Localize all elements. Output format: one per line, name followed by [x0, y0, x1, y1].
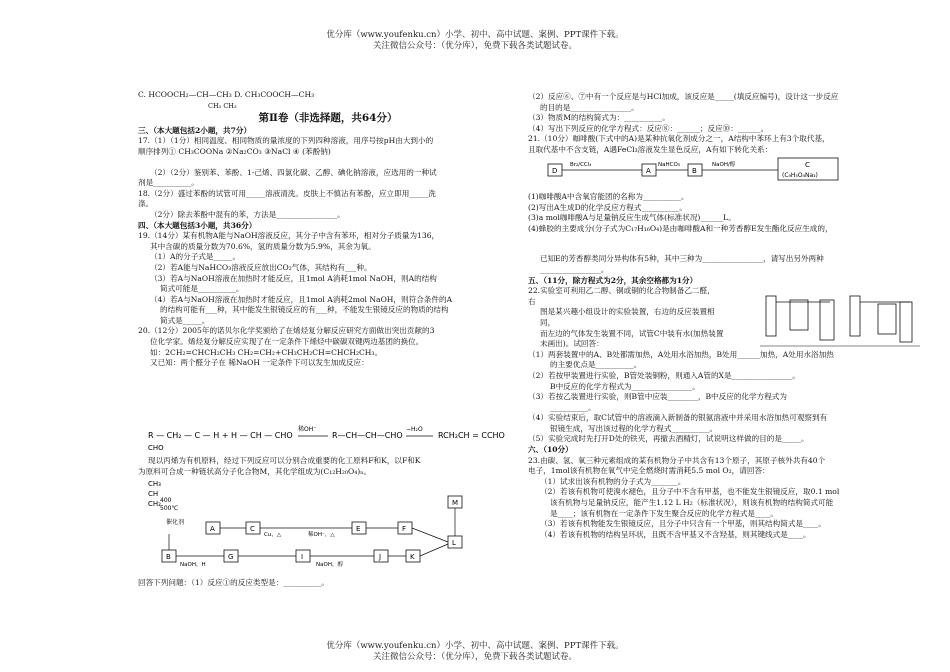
- aldol-equation: [148, 418, 518, 456]
- node-f: F: [402, 525, 407, 533]
- synthesis-flow-svg: [148, 478, 478, 574]
- q22-line-3: 图是某兴趣小组设计的实验装置，右边的反应装置相: [540, 307, 715, 317]
- aldol-reactant: R — CH₂ — C — H + H — CH — CHO: [148, 431, 293, 440]
- section-3: 三、（本大题包括2小题，共7分）: [138, 125, 252, 135]
- q20-line-5: 现以丙烯为有机原料，经过下列反应可以分别合成重要的化工原料F和K，以F和K: [148, 456, 421, 465]
- page-header: [0, 30, 950, 52]
- q22-line-5: 而左边的气体发生装置不同，试管C中装有水(加热装置: [540, 328, 724, 338]
- q21-line-1: 21.（10分）咖啡酸(下式中的A)是某种抗氧化剂成分之一，A结构中苯环上有3个取代基，: [528, 134, 830, 144]
- start-ch3: CH₃: [148, 480, 161, 488]
- options-sub: CH₃ CH₃: [208, 101, 237, 110]
- q22-line-14: 银镜生成，写出该过程的化学方程式__________。: [550, 423, 718, 433]
- q18-line-2: 涤。: [138, 199, 154, 209]
- q21-node-b: B: [692, 167, 697, 175]
- q23-line-3: （1）试求出该有机物的分子式为_______。: [540, 476, 686, 486]
- q19-line-4: （2）若A能与NaHCO₃溶液反应放出CO₂气体，其结构有___种。: [150, 262, 372, 272]
- left-column-3: [138, 578, 518, 589]
- q19-line-7: （4）若A与NaOH溶液在加热时才能反应，且1mol A消耗2mol NaOH，则符合条件的A: [150, 294, 453, 304]
- part-title: 第Ⅱ卷（非选择题，共64分）: [258, 112, 398, 125]
- footer-line-2: 关注微信公众号：（优分库），免费下载各类试题试卷。: [372, 652, 577, 662]
- q23-line-5: 该有机物与足量钠反应，能产生1.12 L H₂（标准状况），则该有机物的结构简式可能: [550, 498, 834, 508]
- catalyst-label: 催化剂: [166, 519, 185, 526]
- q22-line-12: __________。: [550, 402, 596, 412]
- q19-line-8: 的结构可能有___种，其中能发生银镜反应的有___种，不能发生银镜反应的物质的结构: [160, 305, 449, 315]
- left-column-2: [138, 456, 518, 477]
- node-a: A: [210, 525, 215, 533]
- q23-line-1: 23.由碳、氢、氧三种元素组成的某有机物分子中共含有13个原子，其原子核外共有40个: [528, 455, 826, 465]
- arrow-f-l: [412, 528, 448, 542]
- cond-naoh-alc: NaOH，醇: [316, 562, 343, 568]
- q21-line-6: (4)蜂胶的主要成分(分子式为C₁₇H₁₆O₄)是由咖啡酸A和一种芳香醇E发生酯化反应生成的，: [528, 223, 833, 233]
- q18-line-1: 18.（2分）盛过苯酚的试管可用_____溶液清洗。皮肤上不慎沾有苯酚，应立即用_____洗: [138, 188, 436, 198]
- node-row-2: [162, 550, 420, 568]
- aldol-cond-1: 稀OH⁻: [298, 426, 317, 433]
- q21-line-3: (1)咖啡酸A中含氧官能团的名称为__________。: [528, 192, 689, 201]
- q21-line-8: ________________。: [540, 264, 609, 274]
- node-c: C: [250, 525, 255, 533]
- q22-line-1: 22.实验室可利用乙二醇、铜或铜的化合物制备乙二醛，: [528, 286, 715, 296]
- q21-node-a: A: [646, 167, 651, 175]
- q19-line-9: 简式是_____。: [160, 315, 210, 325]
- q21-line-4: (2)写出A生成D的化学反应方程式__________。: [528, 202, 688, 212]
- start-ch2: CH₂: [148, 500, 161, 508]
- page-footer: [0, 641, 950, 663]
- q20-line-1: 20.（12分）2005年的诺贝尔化学奖颁给了在烯烃复分解反应研究方面做出突出贡献的3: [138, 326, 435, 336]
- right-column: [528, 92, 923, 156]
- q20-line-7: 回答下列问题：（1）反应①的反应类型是：__________。: [138, 578, 329, 587]
- right-column-2: [528, 192, 923, 540]
- q19-line-6: 简式可能是__________。: [160, 284, 244, 294]
- spacer: [138, 158, 518, 168]
- q22-line-7: （1）两套装置中的A、B处都需加热，A处用水浴加热，B处用______加热，A处用水浴加热: [528, 349, 834, 359]
- q22-line-4: 同，: [540, 317, 556, 327]
- node-i: I: [301, 553, 304, 561]
- apparatus-beaker-1: [790, 300, 808, 330]
- q23-line-6: 是____；该有机物在一定条件下发生聚合反应的化学方程式是____。: [550, 508, 778, 518]
- header-line-1: 优分库（www.youfenku.cn）小学、初中、高中试题、案例、PPT课件下载。: [326, 30, 624, 40]
- q23-line-8: （4）若该有机物的结构呈环状，且既不含甲基又不含羟基，则其键线式是____。: [540, 529, 811, 539]
- section-4: 四、（本大题包括3小题，共36分）: [138, 220, 257, 230]
- start-ch: CH: [148, 490, 159, 498]
- aldol-equation-svg: [148, 418, 518, 456]
- q18-line-3: （2分）除去苯酚中混有的苯，方法是________________。: [150, 209, 345, 219]
- apparatus-tube-c: [820, 300, 834, 340]
- q21-line-5: (3)a mol咖啡酸A与足量钠反应生成气体(标准状况)______L。: [528, 213, 736, 223]
- q19-line-1: 19.（14分）某有机物A能与NaOH溶液反应，其分子中含有苯环，相对分子质量为136，: [138, 231, 440, 241]
- cond-cu: Cu，△: [264, 532, 282, 538]
- q17-line-3: （2）（2分）鉴别苯、苯酚、1-己烯、四氯化碳、乙醇、碘化钠溶液，应选用的一种试: [150, 167, 437, 177]
- q21-node-c: C: [805, 161, 810, 169]
- apparatus-tube-d: [900, 302, 912, 342]
- q19-line-3: （1）A的分子式是_____。: [150, 252, 241, 262]
- aldol-cond-2: −H₂O: [406, 426, 423, 433]
- r-line-4: （4）写出下列反应的化学方程式：反应⑧：______；反应⑩：______。: [528, 123, 769, 133]
- synthesis-flow: [148, 478, 478, 574]
- cond-naoh-h: NaOH，H: [180, 562, 206, 568]
- apparatus-svg: [760, 290, 920, 356]
- q21-node-d: D: [552, 167, 558, 175]
- node-k: K: [410, 553, 415, 561]
- aldol-intermediate: R—CH—CH—CHO: [332, 431, 403, 440]
- q23-line-7: （3）若该有机物能发生银镜反应，且分子中只含有一个甲基，则其结构简式是____。: [540, 519, 826, 529]
- temp-label-2: 500℃: [160, 505, 179, 512]
- node-g: G: [228, 553, 234, 561]
- apparatus-figure: [760, 290, 920, 356]
- q17-line-1: 17.（1）（1分）相同温度、相同物质的量浓度的下列四种溶液，用序号按pH由大到小的: [138, 136, 434, 146]
- arrow-k-l: [420, 544, 448, 556]
- node-e: E: [356, 525, 361, 533]
- q22-line-2: 右: [528, 296, 536, 306]
- temp-label: 400: [160, 497, 172, 504]
- q22-line-9: （2）若按甲装置进行实验，B管处装铜粉，则通入A管的X是________________。: [528, 370, 800, 380]
- q22-line-8: 的主要优点是__________。: [550, 360, 642, 370]
- footer-line-1: 优分库（www.youfenku.cn）小学、初中、高中试题、案例、PPT课件下载。: [326, 641, 624, 651]
- q19-line-2: 其中含碳的质量分数为70.6%，氢的质量分数为5.9%，其余为氧。: [150, 241, 376, 251]
- apparatus-beaker-2: [878, 304, 896, 334]
- q21-flow: [540, 152, 870, 186]
- q22-line-6: 未画出)。试回答：: [540, 339, 604, 349]
- q21-line-7: 已知E的芳香醇类同分异构体有5种，其中三种为________________，请写出另外两种: [540, 254, 824, 264]
- aldol-product: RCH₂CH = CCHO: [438, 431, 505, 440]
- q22-line-15: （5）实验完成时先打开D处的铁夹，再撤去酒精灯，试说明这样做的目的是_____。: [528, 434, 809, 444]
- q17-line-4: 剂是__________。: [138, 178, 199, 188]
- section-5: 五、（11分，除方程式为2分，其余空格都为1分）: [528, 275, 698, 285]
- node-l: L: [452, 539, 456, 547]
- cond-oh: 稀OH⁻，△: [308, 532, 335, 538]
- spacer-2: [528, 234, 923, 254]
- left-column: [138, 90, 518, 369]
- q21-product: (C₉H₅O₄Na₃): [782, 172, 818, 179]
- q20-line-6: 为原料可合成一种链状高分子化合物M，其化学组成为(C₁₂H₂₀O₄)ₙ。: [138, 466, 372, 476]
- q22-line-10: B中反应的化学方程式为________________。: [550, 381, 700, 391]
- q21-line-2: 且取代基中不含支链，A遇FeCl₃溶液发生显色反应，A有如下转化关系：: [528, 144, 773, 154]
- r-line-1: （2）反应⑥、⑦中有一个反应是与HCl加成，该反应是_____(填反应编号)，设计这一步反应: [528, 92, 839, 101]
- r-line-3: （3）物质M的结构简式为：__________。: [528, 113, 670, 123]
- node-b: B: [166, 553, 171, 561]
- aldol-cho: CHO: [148, 444, 164, 452]
- q22-line-11: （3）若按乙装置进行实验，则B管中应装________，B中反应的化学方程式为: [528, 392, 787, 402]
- q17-line-2: 顺序排列① CH₃COONa ②Na₂CO₃ ③NaCl ④ (苯酚钠): [138, 146, 331, 156]
- section-6: 六、（10分）: [528, 445, 573, 455]
- node-j: J: [379, 553, 382, 561]
- node-m: M: [452, 499, 459, 507]
- q21-cond-naoh: NaOH/醇: [712, 162, 736, 168]
- header-line-2: 关注微信公众号：（优分库），免费下载各类试题试卷。: [372, 41, 577, 51]
- r-line-2: 的目的是________________。: [540, 102, 639, 112]
- q20-line-3: 如：2CH₂=CHCH₂CH₃ CH₂=CH₂+CH₃CH₂CH=CHCH₂CH₃。: [150, 347, 383, 357]
- q22-line-13: （4）实验结束后，取C试管中的溶液滴入新制备的银氨溶液中并采用水浴加热可观察到有: [528, 413, 828, 423]
- apparatus-tube-b: [850, 296, 860, 336]
- q21-flow-svg: [540, 152, 870, 186]
- q19-line-5: （3）若A与NaOH溶液在加热时才能反应，且1mol A消耗1mol NaOH，则A的结构: [150, 273, 437, 283]
- q23-line-2: 电子，1mol该有机物在氧气中完全燃烧时需消耗5.5 mol O₂，请回答：: [528, 466, 770, 476]
- options-line: C. HCOOCH₂—CH—CH₃ D. CH₃COOCH—CH₃: [138, 90, 315, 99]
- q21-cond-br2: Br₂/CCl₄: [570, 162, 592, 168]
- q20-line-2: 位化学家。烯烃复分解反应实现了在一定条件下烯烃中碳碳双键两边基团的换位。: [150, 337, 424, 347]
- apparatus-tube-a: [766, 296, 776, 336]
- q21-cond-nahco3: NaHCO₃: [658, 162, 680, 168]
- q23-line-4: （2）若该有机物可使溴水褪色，且分子中不含有甲基，也不能发生银镜反应，取0.1 mol: [540, 487, 840, 497]
- node-row-1: [206, 522, 412, 538]
- q20-line-4: 又已知：两个醛分子在 稀NaOH 一定条件下可以发生加成反应：: [150, 358, 369, 368]
